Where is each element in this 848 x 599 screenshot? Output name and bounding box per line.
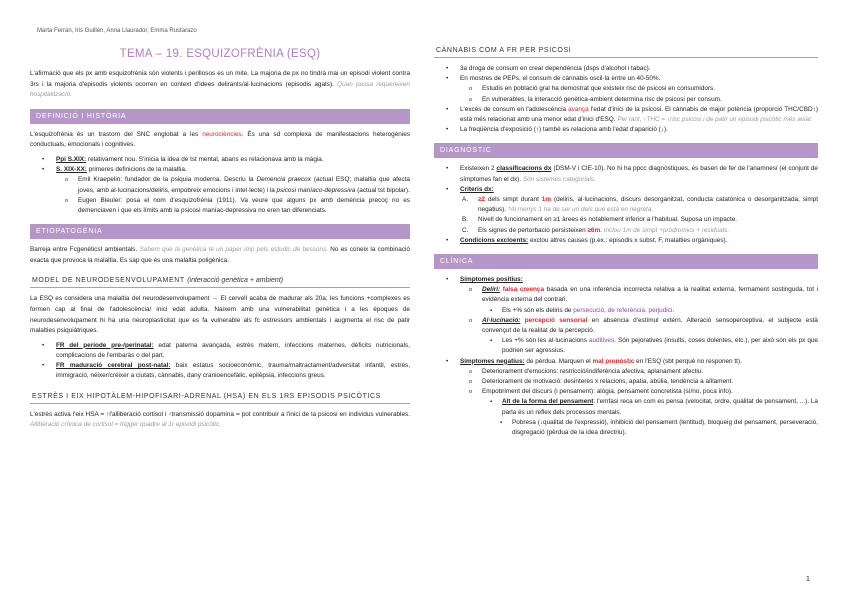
right-column xyxy=(434,44,818,438)
section-heading-cannabis: CÀNNABIS COM A FR PER PSICOSI xyxy=(434,44,818,58)
list-item: • S. XIX-XX: primeres definicions de la malaltia. xyxy=(30,165,410,175)
list-item: • Símptomes negatius: de pèrdua. Marquen el mal pronòstic en l'ESQ (sbt perquè no responen tt). xyxy=(434,357,818,367)
section-heading-diagnostic: DIAGNÒSTIC xyxy=(434,143,818,158)
list-item: • Existeixen 2 classificacions dx (DSM-V i CIE-10). No hi ha ppcc diagnòstiques, es basen de fer de l'anamnesi (el conjunt de símptomes fan el dx). Són sistemes categorials. xyxy=(434,164,818,184)
list-item: • En mostres de PEPs, el consum de cànnabis oscil·la entre un 40-50%. xyxy=(434,74,818,84)
list-item: o Deteriorament de motivació: desinterès x relacions, apatia, abúlia, tendència a aïllament. xyxy=(434,377,818,387)
list-item: ▪ Alt de la forma del pensament: l'emfasi reca en com es pensa (velocitat, ordre, qualitat de pensament, ...). La parla és un reflex dels processos mentals. xyxy=(434,397,818,417)
clinica-list xyxy=(434,275,818,438)
etiopatogenia-paragraph: Barreja entre FcgenèticsI ambientals. Sabem que la genètica té un paper imp pels estudis de bessons. No es coneix la combinació exacta que provoca la malaltia. Es sap que és una malaltia poligènica. xyxy=(30,246,410,264)
list-item: o Empobriment del discurs (i pensament): alògia, pensament concretista (sí/no, poca info). xyxy=(434,387,818,397)
list-item: o Estudis en població gral ha demostrat que existeix risc de psicosi en consumidors. xyxy=(434,84,818,94)
list-item: • L'excés de consum en l'adolescència avança l'edat d'inici de la psicosi. El cànnabis de major potència (proporció THC/CBD↑) està més relacionat amb una menor edat d'inici d'ESQ. Per tant, ↑THC = ↑risc psicosi i de patir un episodi psicòtic més aviat. xyxy=(434,105,818,125)
intro-note: Quan passa requereixen hospitalització. xyxy=(30,80,410,99)
neurodes-paragraph: La ESQ es considera una malaltia del neurodesenvolupament → El cervell acaba de madurar als 20a; les funcions +complexes es formen cap al final de l'adolescència/ inici edat adulta. Naixem amb una vulnerabilitat genètica i a les èpoques de neurodesenvolupament hi ha una neuroplasticitat que es fa vulnerable als fc estressors ambientals i augmenta el risc de patir malalties psiquiàtriques. xyxy=(30,295,410,335)
left-column xyxy=(30,44,410,431)
section-heading-definicio: DEFINICIÓ I HISTÒRIA xyxy=(30,109,410,124)
section-heading-clinica: CLÍNICA xyxy=(434,254,818,269)
definicio-paragraph: L'esquizofrènia és un trastorn del SNC englobat a les neurociències. És una sd complexa de manifestacions heterogènies conductuals, emocionals i cognitives. xyxy=(30,130,410,149)
list-item: B. Nivell de funcionament en ≥1 àrees és notablement inferior a l'habitual. Suposa un impacte. xyxy=(462,216,738,224)
list-item: • Símptomes positius: xyxy=(434,275,818,285)
list-item: • La freqüència d'exposició (↑) també es relaciona amb l'edat d'aparició (↓). xyxy=(434,125,818,135)
section-heading-hsa: ESTRÈS I EIX HIPOTÀLEM-HIPOFISARI-ADRENAL (HSA) EN ELS 1RS EPISODIS PSICÒTICS xyxy=(30,390,410,404)
list-item: • FR maduració cerebral post-natal: baix estatus socioeconòmic, trauma/maltractament/adversitat infantil, estrès, immigració, néixer/créixer a ciutats, cànnabis, dany cranioencefàlic, epilèpsia, infeccions greus. xyxy=(30,361,410,381)
list-item: C. Els signes de pertorbació persisteixen ≥6m. Inclou 1m de simpt +pròdromics + residuals. xyxy=(462,226,730,234)
list-item: • 3a droga de consum en crear dependència (dsps d'alcohol i tabac). xyxy=(434,64,818,74)
page-title: TEMA – 19. ESQUIZOFRÈNIA (ESQ) xyxy=(119,48,321,60)
section-heading-etiopatogenia: ETIOPATOGÈNIA xyxy=(30,224,410,239)
neurodes-list xyxy=(30,341,410,382)
diagnostic-list xyxy=(434,164,818,246)
cannabis-list xyxy=(434,64,818,135)
list-item: o Emil Kraepelin: fundador de la psiquia moderna. Descriu la Demencia praecox (actual ESQ; malaltia que afecta joves, amb al·lucinacions/deliris, empobreix emocions i intel·lecte) i la psicosi maníaco-depressiva (actual tst bipolar). xyxy=(30,175,410,195)
list-item: o Eugen Bleuler: posa el nom d'esquizofrènia (1911). Va veure que alguns px amb demència precoç no es demenciaven i que els límits amb la psicosi maníac-depressiva no eren tan diferenciats. xyxy=(30,196,410,216)
list-item: • Condicions excloents: exclou altres causes (p.ex.: episodis x subst, F, malalties orgàniques). xyxy=(434,236,818,246)
list-item: A. ≥2 dels simpt durant 1m (deliris, al·lucinacions, discurs desorganitzat, conducta catatònica o desorganitzada, simpt negatius). *Al menys 1 ha de ser un dels que està en negreta. xyxy=(462,196,819,214)
document-authors: Marta Ferran, Iris Guillén, Anna Llaurador, Emma Rustarazo xyxy=(37,28,197,34)
list-item: • Criteris dx: xyxy=(434,185,818,195)
hsa-paragraph: L'estrès activa l'eix HSA = ↑l'alliberació cortisol i ↑transmissió dopamina = pot contribuir a l'inici de la psicosi en individus vulnerables. Alliberació crònica de cortisol = trigger quadre al 1r episodi psicòtic. xyxy=(30,410,410,429)
section-heading-neurodesenvolupament: MODEL DE NEURODESENVOLUPAMENT (interacció genètica + ambient) xyxy=(30,274,410,288)
list-item: o En vulnerables, la interacció genètica-ambient determina risc de psicosi per consum. xyxy=(434,95,818,105)
list-item: • Ppi S.XIX: relativament nou. S'inicia la idea de tst mental, abans es relacionava amb la màgia. xyxy=(30,155,410,165)
list-item: o Al·lucinació: percepció sensorial en absència d'estímul extern. Alteració sensoperceptiva, el subjecte està convençut de la realitat de la percepció. xyxy=(434,316,818,336)
intro-paragraph: L'afirmació que els px amb esquizofrènia són violents i perillosos es un mite. La majoria de px no tindrà mai un episodi violent contra 3rs i la majoria d'episodis violents ocorren en context d'idees delirants/al·lucinacions (episodis agats). Quan passa requereixen hospitalització. xyxy=(30,70,410,99)
list-item: ▪ Les +% són les al·lucinacions auditives. Són pejoratives (insults, coses dolentes, etc.), per això són els px que podrien ser agressius. xyxy=(434,336,818,356)
definicio-list xyxy=(30,155,410,216)
list-item: ▪ Pobresa (↓qualitat de l'expressió), inhibició del pensament (lentitud), bloqueig del pensament, perseveració, disgregació (pèrdua de la idea directriu). xyxy=(434,418,818,438)
list-item: • FR del període pre-/perinatal: edat paterna avançada, estrès matern, infeccions maternes, dèficits nutricionals, complicacions de l'embaràs o del part. xyxy=(30,341,410,361)
list-item: o Deteriorament d'emocions: restricció/indiferència afectiva, aplanament afectiu. xyxy=(434,367,818,377)
list-item: o Deliri: falsa creença basada en una inferència incorrecta relativa a la realitat externa, fermament sostinguda, tot i evidència externa del contrari. xyxy=(434,285,818,305)
page-number: 1 xyxy=(806,576,810,583)
neurociencies-highlight: neurociències xyxy=(202,130,242,138)
list-item: ▪ Els +% són els deliris de persecució, de referència, perjudici. xyxy=(434,306,818,316)
